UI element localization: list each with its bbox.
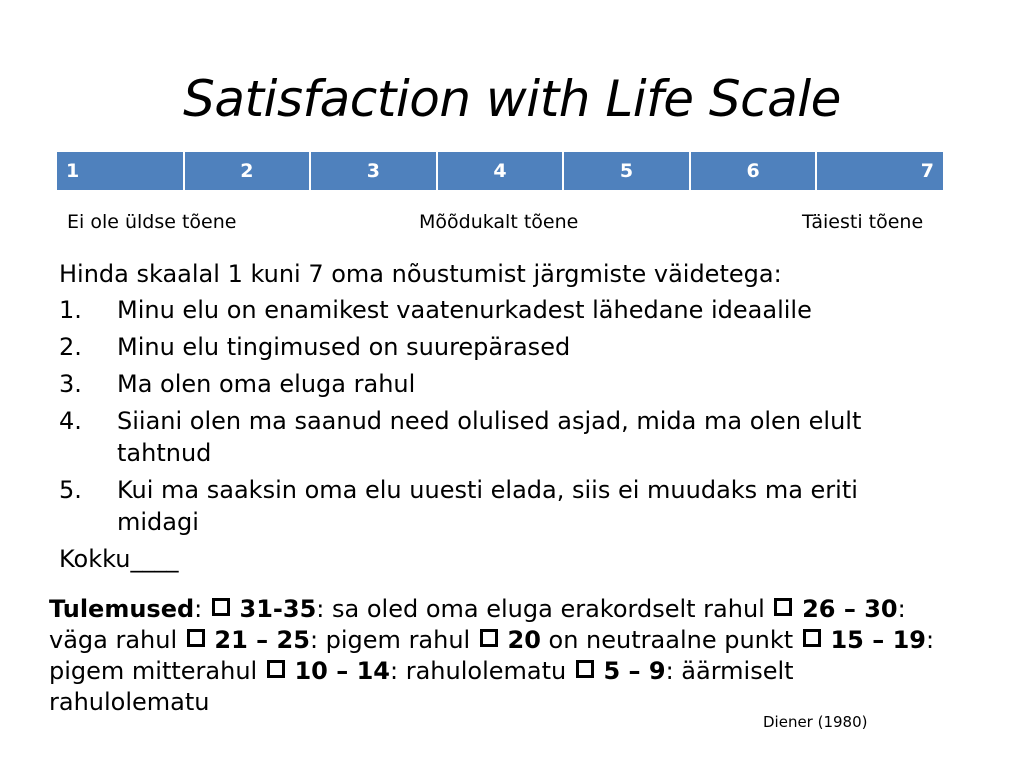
item-number: 3. xyxy=(59,370,82,398)
square-checkbox-icon xyxy=(480,629,498,647)
list-item xyxy=(59,294,939,326)
scale-anchor-mid: Mõõdukalt tõene xyxy=(419,211,579,233)
item-text: Siiani olen ma saanud need olulised asjad, mida ma olen elult tahtnud xyxy=(117,407,862,467)
item-number: 2. xyxy=(59,333,82,361)
item-number: 4. xyxy=(59,407,82,435)
range-value: 15 – 19 xyxy=(830,626,926,654)
list-item xyxy=(59,405,939,469)
range-description: : pigem mitterahul xyxy=(49,626,935,685)
slide-title: Satisfaction with Life Scale xyxy=(183,70,841,128)
list-item xyxy=(59,331,939,363)
range-description: : väga rahul xyxy=(49,595,906,654)
scale-point-5: 5 xyxy=(563,152,690,190)
results-legend: Tulemused: 31-35: sa oled oma eluga erakordselt rahul 26 – 30: väga rahul 21 – 25: pigem rahul 20 on neutraalne punkt 15 – 19: pigem mitterahul 10 – 14: rahulolematu 5 – 9: äärmiselt rahulolematu xyxy=(49,595,935,716)
scale-point-6: 6 xyxy=(690,152,817,190)
questionnaire xyxy=(59,258,939,575)
range-value: 26 – 30 xyxy=(802,595,898,623)
scale-anchor-high: Täiesti tõene xyxy=(802,211,924,233)
square-checkbox-icon xyxy=(774,598,792,616)
range-description: on neutraalne punkt xyxy=(540,626,801,654)
instructions: Hinda skaalal 1 kuni 7 oma nõustumist järgmiste väidetega: xyxy=(59,260,782,288)
scale-point-3: 3 xyxy=(310,152,437,190)
rating-scale-bar xyxy=(57,152,943,190)
range-value: 20 xyxy=(507,626,541,654)
range-description: : äärmiselt rahulolematu xyxy=(49,657,794,716)
scale-anchor-low: Ei ole üldse tõene xyxy=(67,211,237,233)
item-number: 5. xyxy=(59,476,82,504)
range-description: : pigem rahul xyxy=(309,626,478,654)
citation: Diener (1980) xyxy=(763,713,868,731)
item-number: 1. xyxy=(59,296,82,324)
item-text: Minu elu tingimused on suurepärased xyxy=(117,333,571,361)
item-text: Ma olen oma eluga rahul xyxy=(117,370,416,398)
results-label: Tulemused xyxy=(49,595,195,623)
range-value: 31-35 xyxy=(239,595,317,623)
range-value: 21 – 25 xyxy=(214,626,310,654)
scale-point-1: 1 xyxy=(57,152,184,190)
range-description: : sa oled oma eluga erakordselt rahul xyxy=(316,595,773,623)
total-label: Kokku____ xyxy=(59,545,179,573)
list-item xyxy=(59,368,939,400)
square-checkbox-icon xyxy=(803,629,821,647)
list-item xyxy=(59,474,939,538)
square-checkbox-icon xyxy=(187,629,205,647)
item-text: Kui ma saaksin oma elu uuesti elada, siis ei muudaks ma eriti midagi xyxy=(117,476,858,536)
statement-list xyxy=(59,294,939,538)
range-value: 10 – 14 xyxy=(294,657,390,685)
scale-point-7: 7 xyxy=(816,152,943,190)
range-description: : rahulolematu xyxy=(390,657,574,685)
square-checkbox-icon xyxy=(212,598,230,616)
square-checkbox-icon xyxy=(576,660,594,678)
scale-point-4: 4 xyxy=(437,152,564,190)
scale-point-2: 2 xyxy=(184,152,311,190)
item-text: Minu elu on enamikest vaatenurkadest lähedane ideaalile xyxy=(117,296,812,324)
range-value: 5 – 9 xyxy=(603,657,666,685)
square-checkbox-icon xyxy=(267,660,285,678)
